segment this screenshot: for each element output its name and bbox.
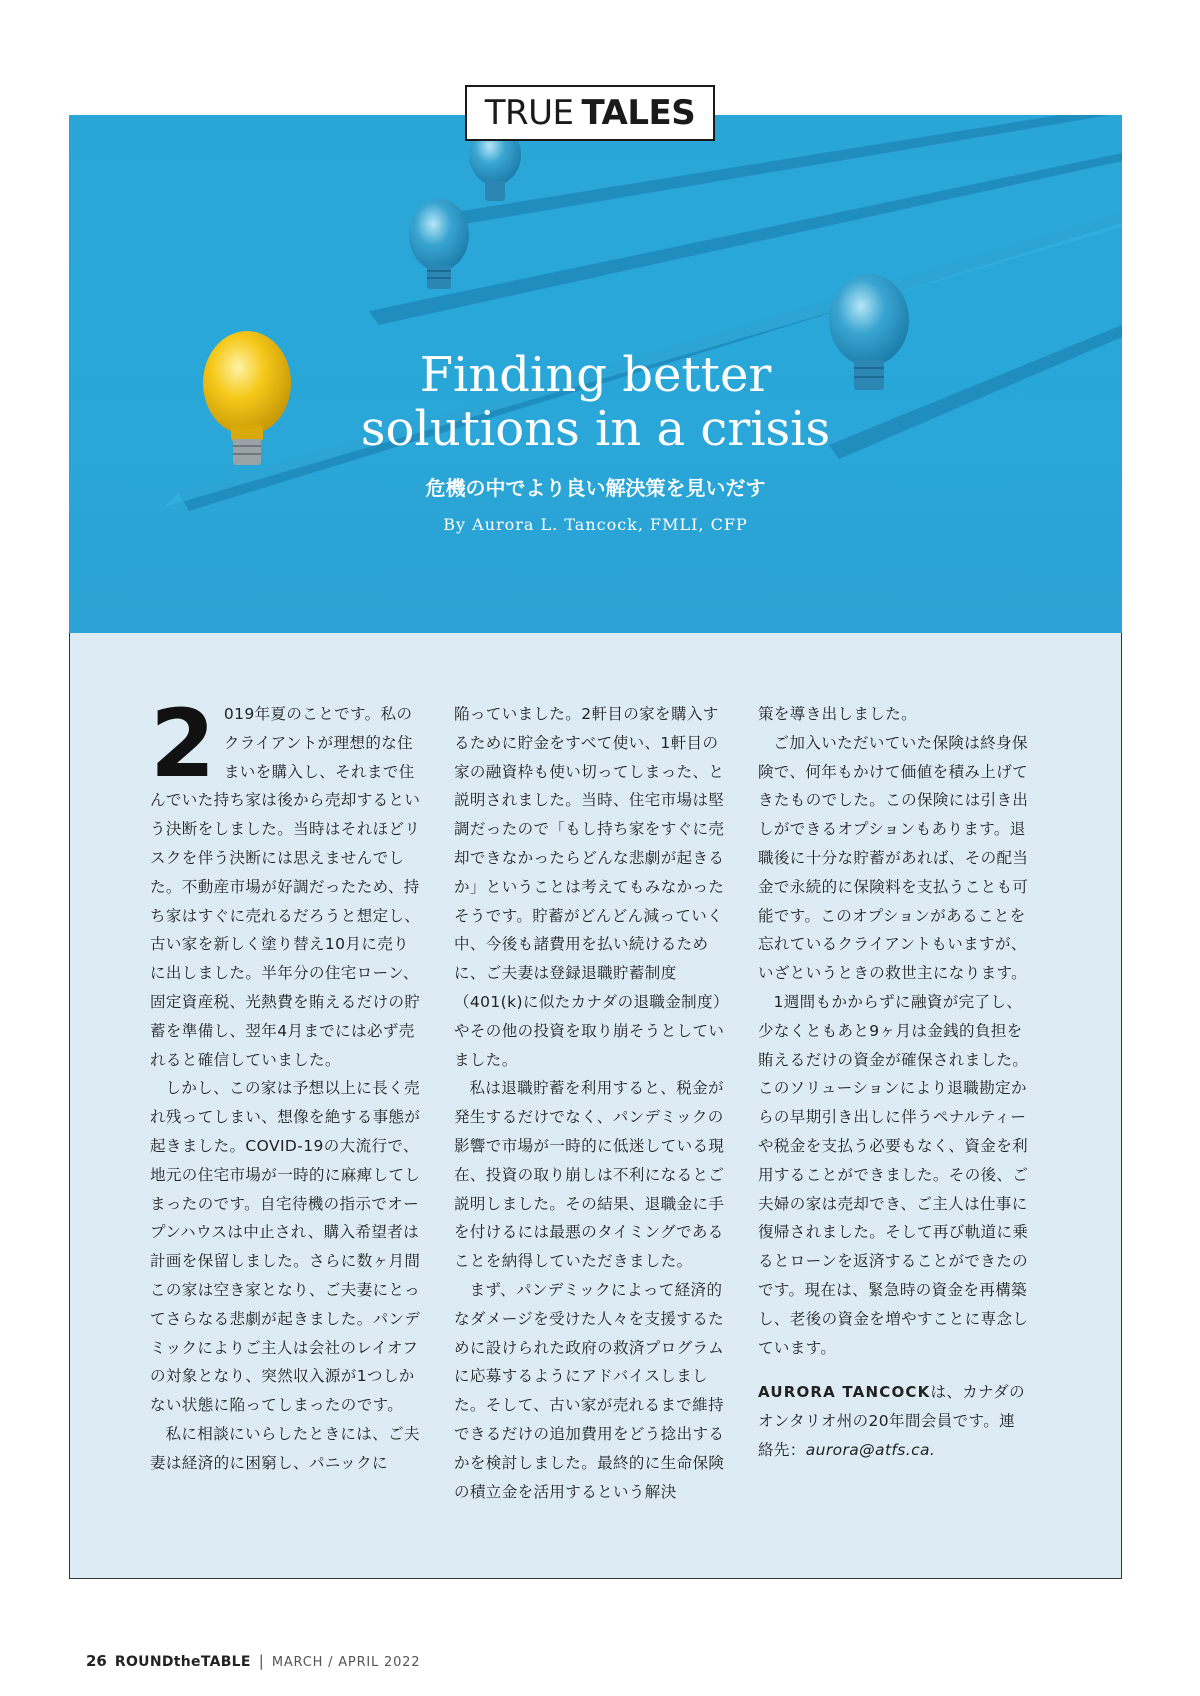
dropcap: 2: [150, 690, 216, 799]
article-subtitle: 危機の中でより良い解決策を見いだす: [425, 476, 766, 500]
page-number: 26: [86, 1652, 107, 1670]
paragraph: まず、パンデミックによって経済的なダメージを受けた人々を支援するために設けられた政府の救済プログラムに応募するようにアドバイスしました。そして、古い家が売れるまで維持できるだけの追加費用をどう捻出するかを検討しました。最終的に生命保険の積立金を活用するという解決: [454, 1280, 725, 1501]
article-byline: By Aurora L. Tancock, FMLI, CFP: [443, 515, 748, 534]
magazine-name: ROUNDtheTABLE: [114, 1654, 251, 1670]
paragraph: 私に相談にいらしたときには、ご夫妻は経済的に困窮し、パニックに: [150, 1424, 420, 1472]
column-2: [454, 700, 726, 1506]
paragraph: 私は退職貯蓄を利用すると、税金が発生するだけでなく、パンデミックの影響で市場が一時的に低迷している現在、投資の取り崩しは不利になるとご説明しました。その結果、退職金に手を付けるには最悪のタイミングであることを納得していただきました。: [454, 1079, 725, 1271]
section-tag: [465, 85, 715, 141]
paragraph-text: 019年夏のことです。私のクライアントが理想的な住まいを購入し、それまで住んでいた持ち家は後から売却するという決断をしました。当時はそれほどリスクを伴う決断には思えませんでした。不動産市場が好調だったため、持ち家はすぐに売れるだろうと想定し、古い家を新しく塗り替え10月に売りに出しました。半年分の住宅ローン、固定資産税、光熱費を賄えるだけの貯蓄を準備し、翌年4月までには必ず売れると確信していました。: [150, 705, 421, 1069]
page-footer: [86, 1652, 420, 1676]
author-email-link[interactable]: aurora@atfs.ca.: [805, 1440, 936, 1459]
paragraph: 策を導き出しました。: [758, 705, 918, 723]
paragraph: 1週間もかからずに融資が完了し、少なくともあと9ヶ月は金銭的負担を賄えるだけの資金が確保されました。このソリューションにより退職勘定からの早期引き出しに伴うペナルティーや税金を支払う必要もなく、資金を利用することができました。その後、ご夫婦の家は売却でき、ご主人は仕事に復帰されました。そして再び軌道に乗るとローンを返済することができたのです。現在は、緊急時の資金を再構築し、老後の資金を増やすことに専念しています。: [758, 992, 1029, 1357]
author-name: AURORA TANCOCK: [758, 1383, 931, 1402]
section-tag-word2: TALES: [581, 93, 696, 133]
footer-separator: |: [258, 1652, 264, 1670]
paragraph: [150, 690, 422, 1074]
paragraph: ご加入いただいていた保険は終身保険で、何年もかけて価値を積み上げてきたものでした。この保険には引き出しができるオプションもあります。退職後に十分な貯蓄があれば、その配当金で永続的に保険料を支払うことも可能です。このオプションがあることを忘れているクライアントもいますが、いざというときの救世主になります。: [758, 733, 1029, 983]
section-tag-word1: TRUE: [484, 93, 574, 133]
paragraph: しかし、この家は予想以上に長く売れ残ってしまい、想像を絶する事態が起きました。COVID-19の大流行で、地元の住宅市場が一時的に麻痺してしまったのです。自宅待機の指示でオープンハウスは中止され、購入希望者は計画を保留しました。さらに数ヶ月間この家は空き家となり、ご夫妻にとってさらなる悲劇が起きました。パンデミックによりご主人は会社のレイオフの対象となり、突然収入源が1つしかない状態に陥ってしまったのです。: [150, 1079, 421, 1415]
author-bio-text: は、カナダのオンタリオ州の20年間会員です。連絡先：: [758, 1383, 1026, 1459]
author-bio: [758, 1378, 1030, 1464]
article-title: Finding better solutions in a crisis: [360, 347, 831, 457]
blue-bulb-middle-icon: [409, 199, 469, 289]
column-1: [150, 690, 422, 1478]
paragraph: 陥っていました。2軒目の家を購入するために貯金をすべて使い、1軒目の家の融資枠も使い切ってしまった、と説明されました。当時、住宅市場は堅調だったので「もし持ち家をすぐに売却できなかったらどんな悲劇が起きるか」ということは考えてもみなかったそうです。貯蓄がどんどん減っていく中、今後も諸費用を払い続けるために、ご夫妻は登録退職貯蓄制度（401(k)に似たカナダの退職金制度）やその他の投資を取り崩そうとしていました。: [454, 705, 725, 1069]
column-3: [758, 700, 1030, 1465]
issue-date: MARCH / APRIL 2022: [271, 1655, 421, 1670]
